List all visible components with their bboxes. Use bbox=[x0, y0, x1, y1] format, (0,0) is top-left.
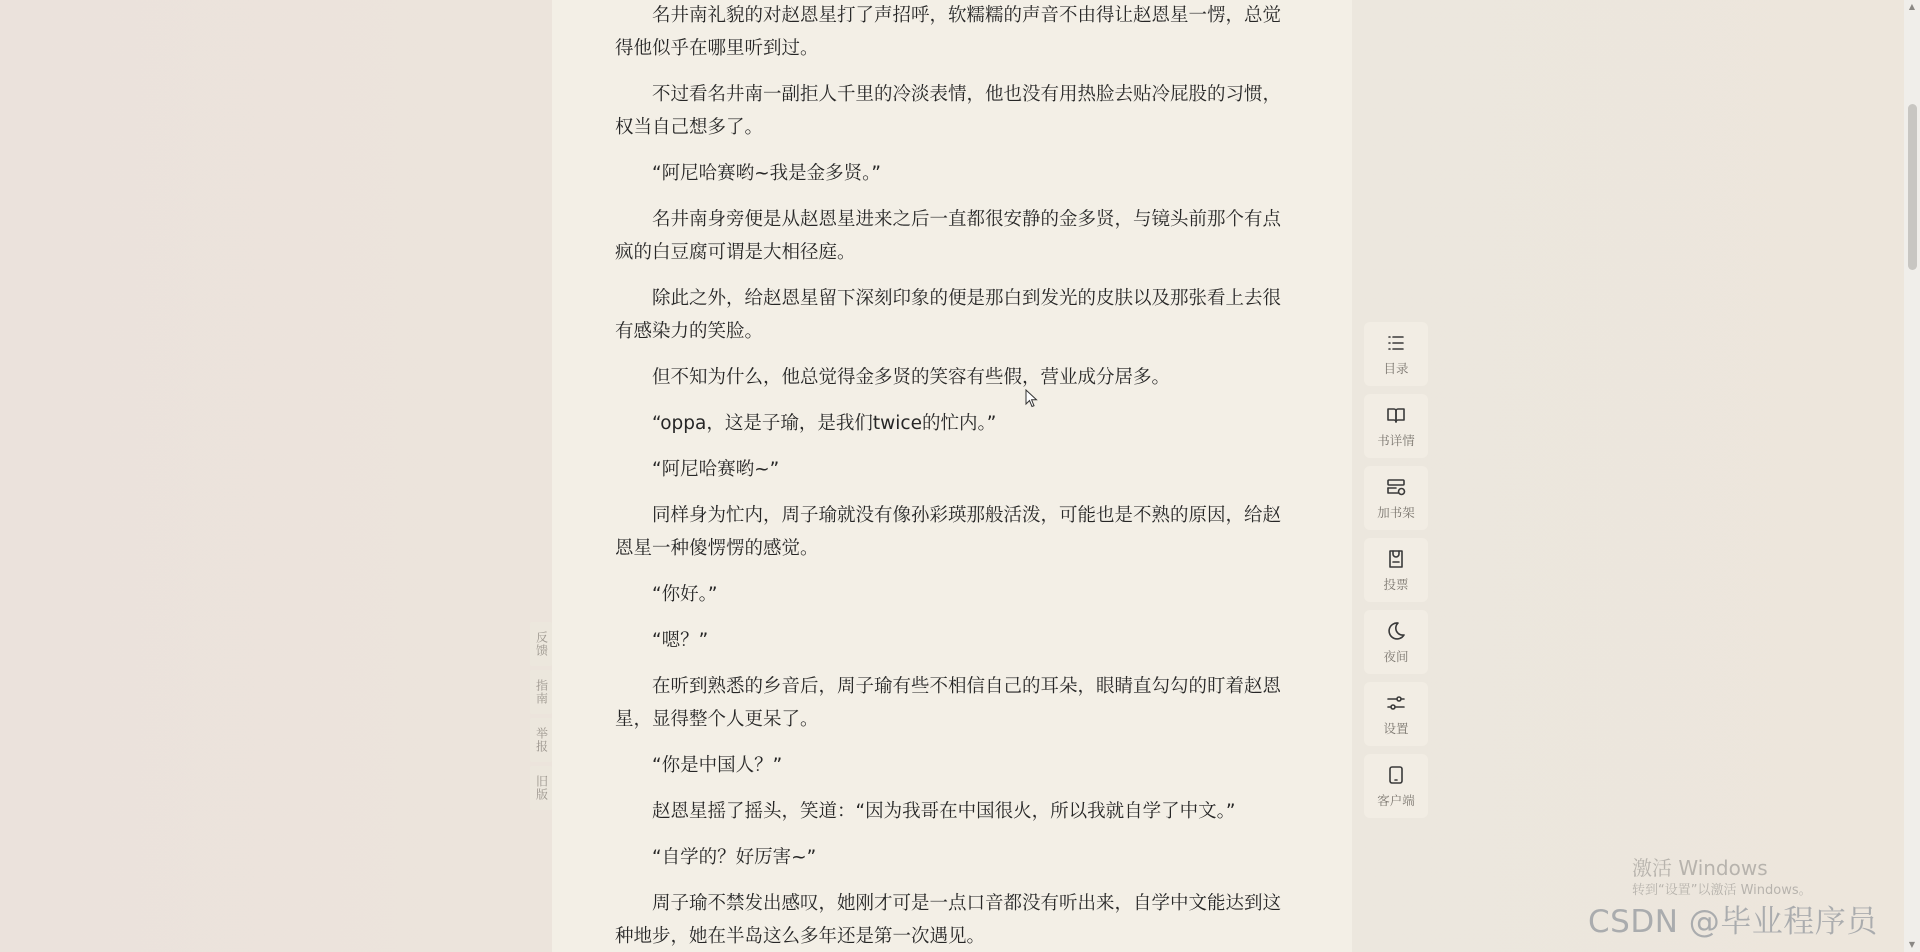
paragraph: “自学的？好厉害~” bbox=[652, 847, 817, 868]
vote-button[interactable] bbox=[1364, 538, 1428, 602]
feedback-button[interactable]: 反馈 bbox=[530, 622, 552, 666]
vote-label: 投票 bbox=[1383, 576, 1409, 592]
paragraph: “你是中国人？” bbox=[652, 755, 783, 776]
toc-label: 目录 bbox=[1383, 360, 1409, 376]
paragraph: “阿尼哈赛哟~” bbox=[652, 459, 780, 480]
paragraph: 名井南身旁便是从赵恩星进来之后一直都很安静的金多贤，与镜头前那个有点疯的白豆腐可谓是大相径庭。 bbox=[615, 209, 1282, 263]
ticket-icon bbox=[1385, 548, 1407, 570]
client-label: 客户端 bbox=[1377, 792, 1415, 808]
paragraph: “你好。” bbox=[652, 584, 718, 605]
client-button[interactable] bbox=[1364, 754, 1428, 818]
book-open-icon bbox=[1385, 404, 1407, 426]
paragraph: 赵恩星摇了摇头，笑道：“因为我哥在中国很火，所以我就自学了中文。” bbox=[652, 801, 1236, 822]
mouse-cursor-icon bbox=[1025, 389, 1039, 409]
paragraph: 除此之外，给赵恩星留下深刻印象的便是那白到发光的皮肤以及那张看上去很有感染力的笑脸。 bbox=[615, 288, 1282, 342]
csdn-watermark: CSDN @毕业程序员 bbox=[1588, 904, 1878, 940]
add-shelf-label: 加书架 bbox=[1377, 504, 1415, 520]
paragraph: “嗯？” bbox=[652, 630, 709, 651]
paragraph: 名井南礼貌的对赵恩星打了声招呼，软糯糯的声音不由得让赵恩星一愣，总觉得他似乎在哪里听到过。 bbox=[615, 5, 1282, 59]
book-detail-button[interactable] bbox=[1364, 394, 1428, 458]
paragraph: 同样身为忙内，周子瑜就没有像孙彩瑛那般活泼，可能也是不熟的原因，给赵恩星一种傻愣愣的感觉。 bbox=[615, 505, 1282, 559]
old-version-button[interactable]: 旧版 bbox=[530, 766, 552, 810]
paragraph: 不过看名井南一副拒人千里的冷淡表情，他也没有用热脸去贴冷屁股的习惯，权当自己想多了。 bbox=[615, 84, 1282, 138]
paragraph: “阿尼哈赛哟~我是金多贤。” bbox=[652, 163, 881, 184]
settings-label: 设置 bbox=[1383, 720, 1409, 736]
add-to-shelf-button[interactable] bbox=[1364, 466, 1428, 530]
scroll-thumb[interactable] bbox=[1908, 104, 1917, 270]
night-label: 夜间 bbox=[1383, 648, 1409, 664]
sliders-icon bbox=[1385, 692, 1407, 714]
add-shelf-icon bbox=[1385, 476, 1407, 498]
toc-button[interactable] bbox=[1364, 322, 1428, 386]
guide-button[interactable]: 指南 bbox=[530, 670, 552, 714]
activation-subtitle: 转到“设置”以激活 Windows。 bbox=[1632, 883, 1812, 898]
right-toolbar bbox=[1364, 322, 1428, 826]
settings-button[interactable] bbox=[1364, 682, 1428, 746]
night-mode-button[interactable] bbox=[1364, 610, 1428, 674]
report-button[interactable]: 举报 bbox=[530, 718, 552, 762]
scroll-down-icon[interactable]: ▼ bbox=[1908, 940, 1916, 949]
activation-title: 激活 Windows bbox=[1632, 856, 1768, 880]
paragraph: 周子瑜不禁发出感叹，她刚才可是一点口音都没有听出来，自学中文能达到这种地步，她在半岛这么多年还是第一次遇见。 bbox=[615, 893, 1282, 947]
list-icon bbox=[1385, 332, 1407, 354]
moon-icon bbox=[1385, 620, 1407, 642]
paragraph: 在听到熟悉的乡音后，周子瑜有些不相信自己的耳朵，眼睛直勾勾的盯着赵恩星，显得整个人更呆了。 bbox=[615, 676, 1282, 730]
book-detail-label: 书详情 bbox=[1377, 432, 1415, 448]
paragraph: 但不知为什么，他总觉得金多贤的笑容有些假，营业成分居多。 bbox=[652, 367, 1171, 388]
scroll-up-icon[interactable]: ▲ bbox=[1908, 2, 1916, 11]
left-toolbar bbox=[530, 622, 552, 814]
tablet-icon bbox=[1385, 764, 1407, 786]
vertical-scrollbar[interactable] bbox=[1904, 0, 1920, 952]
windows-activation-notice bbox=[1632, 856, 1812, 900]
paragraph: “oppa，这是子瑜，是我们twice的忙内。” bbox=[652, 413, 997, 434]
chapter-content bbox=[615, 0, 1287, 952]
